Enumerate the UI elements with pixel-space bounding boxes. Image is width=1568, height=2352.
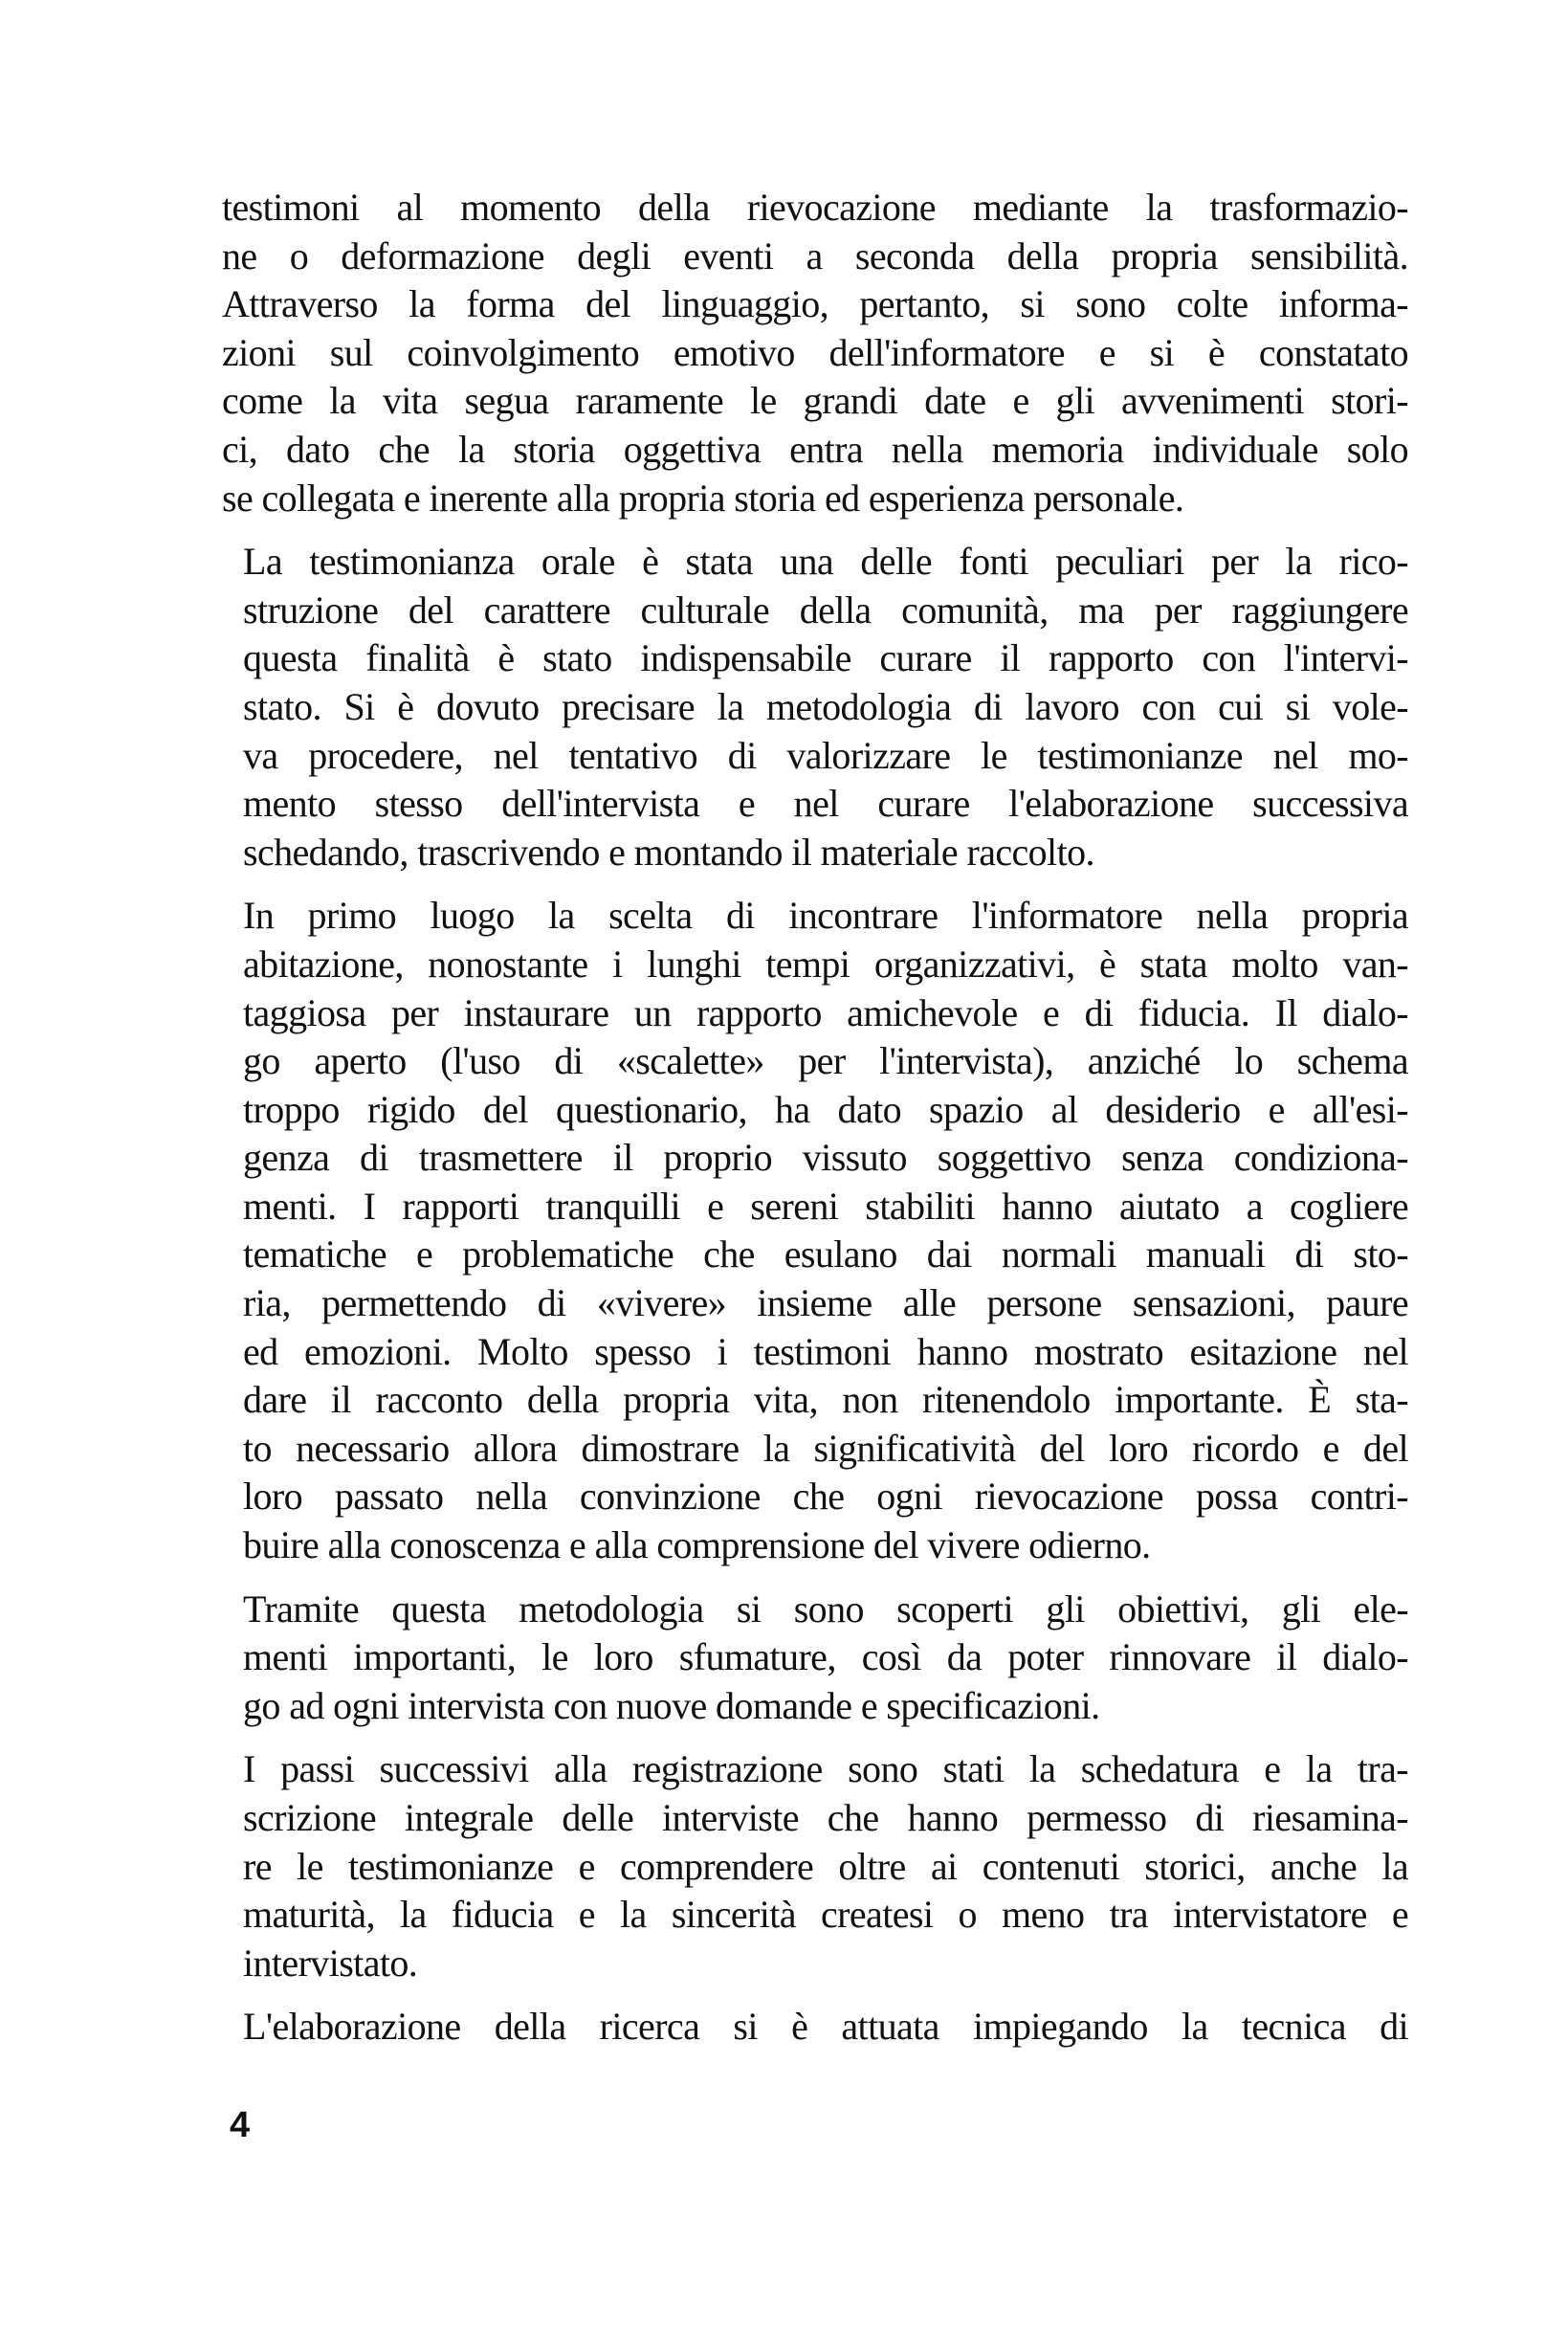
text-line: tematiche e problematiche che esulano dai normali manuali di sto- — [243, 1232, 1408, 1276]
text-line: genza di trasmettere il proprio vissuto soggettivo senza condiziona- — [243, 1136, 1408, 1180]
text-line: Tramite questa metodologia si sono scoperti gli obiettivi, gli ele- — [243, 1586, 1408, 1631]
text-line: ne o deformazione degli eventi a seconda della propria sensibilità. — [222, 233, 1408, 277]
text-line: scrizione integrale delle interviste che hanno permesso di riesamina- — [243, 1796, 1408, 1839]
page-number: 4 — [230, 2105, 251, 2145]
text-line: stato. Si è dovuto precisare la metodologia di lavoro con cui si vole- — [243, 684, 1408, 728]
text-line: menti importanti, le loro sfumature, così da poter rinnovare il dialo- — [243, 1635, 1408, 1679]
text-line: maturità, la fiducia e la sincerità createsi o meno tra intervistatore e — [243, 1893, 1408, 1937]
text-line: abitazione, nonostante i lunghi tempi organizzativi, è stata molto van- — [243, 942, 1408, 986]
text-line: re le testimonianze e comprendere oltre ai contenuti storici, anche la — [243, 1844, 1408, 1888]
text-line: ria, permettendo di «vivere» insieme alle persone sensazioni, paure — [243, 1281, 1408, 1325]
paragraph — [222, 2003, 1408, 2052]
text-line: taggiosa per instaurare un rapporto amichevole e di fiducia. Il dialo- — [243, 990, 1408, 1034]
text-line: go ad ogni intervista con nuove domande e specificazioni. — [243, 1683, 1100, 1727]
text-line: schedando, trascrivendo e montando il materiale raccolto. — [243, 830, 1094, 874]
text-line: struzione del carattere culturale della comunità, ma per raggiungere — [243, 588, 1408, 632]
paragraph — [222, 1745, 1408, 1987]
text-line: troppo rigido del questionario, ha dato spazio al desiderio e all'esi- — [243, 1087, 1408, 1131]
text-line: I passi successivi alla registrazione sono stati la schedatura e la tra- — [243, 1747, 1408, 1791]
text-line: ci, dato che la storia oggettiva entra nella memoria individuale solo — [222, 427, 1408, 471]
text-line: menti. I rapporti tranquilli e sereni stabiliti hanno aiutato a cogliere — [243, 1184, 1408, 1228]
paragraph — [222, 538, 1408, 876]
text-line: L'elaborazione della ricerca si è attuata impiegando la tecnica di — [243, 2005, 1408, 2049]
text-line: testimoni al momento della rievocazione mediante la trasformazio- — [222, 186, 1408, 229]
text-line: go aperto (l'uso di «scalette» per l'intervista), anziché lo schema — [243, 1039, 1408, 1083]
text-line: ed emozioni. Molto spesso i testimoni hanno mostrato esitazione nel — [243, 1329, 1408, 1373]
paragraph — [222, 892, 1408, 1569]
text-line: intervistato. — [243, 1941, 418, 1985]
text-line: In primo luogo la scelta di incontrare l'informatore nella propria — [243, 894, 1408, 938]
text-line: va procedere, nel tentativo di valorizzare le testimonianze nel mo- — [243, 733, 1408, 777]
text-line: se collegata e inerente alla propria storia ed esperienza personale. — [222, 476, 1184, 520]
text-line: dare il racconto della propria vita, non ritenendolo importante. È sta- — [243, 1378, 1408, 1422]
text-line: La testimonianza orale è stata una delle fonti peculiari per la rico- — [243, 540, 1408, 584]
text-line: zioni sul coinvolgimento emotivo dell'informatore e si è constatato — [222, 330, 1408, 374]
text-line: to necessario allora dimostrare la significatività del loro ricordo e del — [243, 1426, 1408, 1470]
text-line: come la vita segua raramente le grandi date e gli avvenimenti stori- — [222, 379, 1408, 423]
text-line: Attraverso la forma del linguaggio, pertanto, si sono colte informa- — [222, 282, 1408, 326]
text-line: questa finalità è stato indispensabile curare il rapporto con l'intervi- — [243, 636, 1408, 680]
paragraph — [222, 184, 1408, 522]
body-text — [222, 184, 1408, 2067]
text-line: loro passato nella convinzione che ogni rievocazione possa contri- — [243, 1475, 1408, 1519]
paragraph — [222, 1586, 1408, 1731]
text-line: buire alla conoscenza e alla comprensione del vivere odierno. — [243, 1523, 1151, 1567]
text-line: mento stesso dell'intervista e nel curare l'elaborazione successiva — [243, 782, 1408, 826]
